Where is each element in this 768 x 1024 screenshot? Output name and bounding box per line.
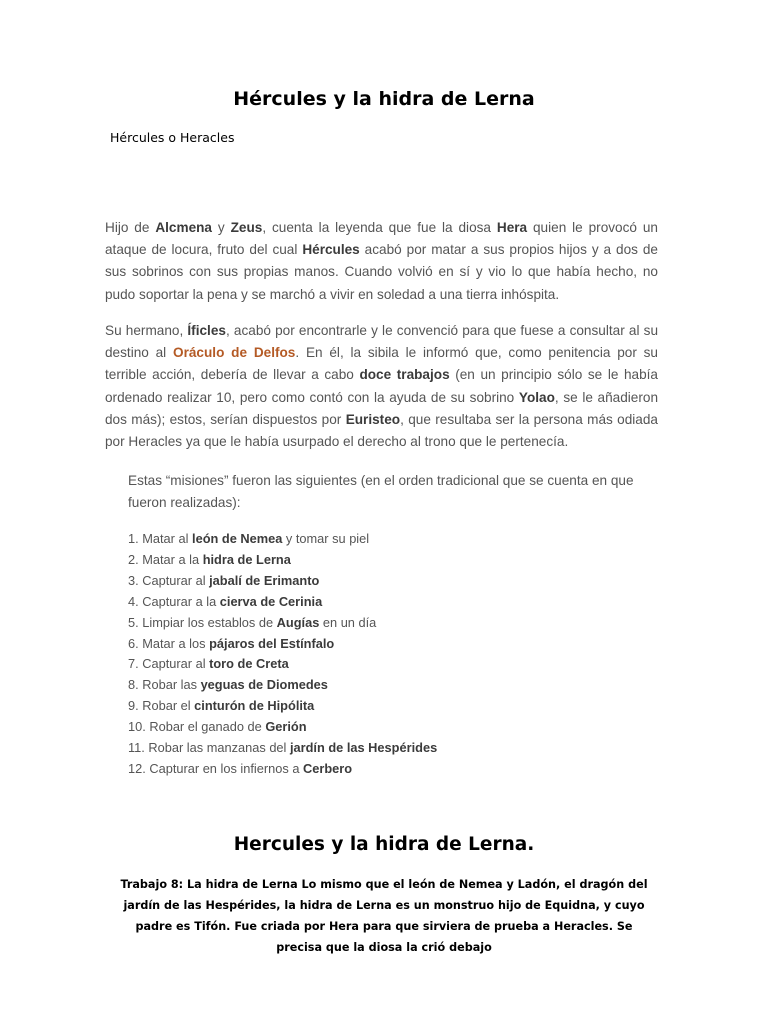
bold-term: león de Nemea bbox=[192, 531, 283, 546]
paragraph-oracle: Su hermano, Íficles, acabó por encontrarle y le convenció para que fuese a consultar al su destino al Oráculo de Delfos. En él, la sibila le informó que, como penitencia por su terrible acción, debería de llevar a cabo doce trabajos (en un principio sólo se le había ordenado realizar 10, pero como contó con la ayuda de su sobrino Yolao, se le añadieron dos más); estos, serían dispuestos por Euristeo, que resultaba ser la persona más odiada por Heracles ya que le había usurpado el derecho al trono que le pertenecía. bbox=[105, 323, 659, 450]
oracle-link[interactable]: Oráculo de Delfos bbox=[173, 345, 296, 361]
labor-item: 9. Robar el cinturón de Hipólita bbox=[128, 698, 315, 714]
bold-term: Augías bbox=[276, 614, 320, 630]
bold-term: cinturón de Hipólita bbox=[194, 698, 315, 714]
bold-term: Íficles bbox=[187, 323, 226, 338]
bold-term: Gerión bbox=[265, 719, 307, 735]
bold-term: pájaros del Estínfalo bbox=[209, 635, 335, 651]
labors-list bbox=[128, 529, 437, 780]
section-title: Hercules y la hidra de Lerna. bbox=[233, 834, 535, 855]
labor-item: 1. Matar al león de Nemea y tomar su piel bbox=[128, 531, 370, 546]
labor-item: 5. Limpiar los establos de Augías en un día bbox=[128, 614, 377, 630]
labor-item: 11. Robar las manzanas del jardín de las Hespérides bbox=[128, 740, 438, 756]
labor-item: 6. Matar a los pájaros del Estínfalo bbox=[128, 635, 335, 651]
bold-term: doce trabajos bbox=[359, 367, 450, 383]
bold-term: Euristeo bbox=[345, 411, 401, 427]
bold-term: Alcmena bbox=[155, 220, 212, 235]
missions-intro: Estas “misiones” fueron las siguientes (en el orden tradicional que se cuenta en que fueron realizadas): bbox=[128, 473, 634, 510]
bold-term: Hércules bbox=[302, 242, 360, 258]
bold-term: jabalí de Erimanto bbox=[209, 572, 320, 588]
bold-term: toro de Creta bbox=[209, 656, 289, 672]
labor-item: 2. Matar a la hidra de Lerna bbox=[128, 551, 291, 567]
subtitle: Hércules o Heracles bbox=[110, 130, 235, 145]
bold-term: yeguas de Diomedes bbox=[200, 677, 328, 693]
bold-term: Hera bbox=[496, 220, 528, 235]
bold-term: hidra de Lerna bbox=[202, 551, 291, 567]
paragraph-origin: Hijo de Alcmena y Zeus, cuenta la leyenda que fue la diosa Hera quien le provocó un ataque de locura, fruto del cual Hércules acabó por matar a sus propios hijos y a dos de sus sobrinos con sus propias manos. Cuando volvió en sí y vio lo que había hecho, no pudo soportar la pena y se marchó a vivir en soledad a una tierra inhóspita. bbox=[105, 220, 658, 302]
labor-item: 3. Capturar al jabalí de Erimanto bbox=[128, 572, 320, 588]
labor-item: 10. Robar el ganado de Gerión bbox=[128, 719, 307, 735]
labor-item: 12. Capturar en los infiernos a Cerbero bbox=[128, 760, 353, 776]
bold-term: Yolao bbox=[518, 389, 555, 405]
labor-item: 8. Robar las yeguas de Diomedes bbox=[128, 677, 328, 693]
bold-term: cierva de Cerinia bbox=[219, 593, 323, 609]
bold-term: Zeus bbox=[230, 220, 263, 235]
labor-item: 7. Capturar al toro de Creta bbox=[128, 656, 289, 672]
labor-8-text: Trabajo 8: La hidra de Lerna Lo mismo que el león de Nemea y Ladón, el dragón del jardín de las Hespérides, la hidra de Lerna es un monstruo hijo de Equidna, y cuyo padre es Tifón. Fue criada por Hera para que sirviera de prueba a Heracles. Se precisa que la diosa la crió debajo bbox=[120, 878, 648, 954]
page-title: Hércules y la hidra de Lerna bbox=[233, 88, 535, 110]
bold-term: Cerbero bbox=[303, 760, 353, 776]
labor-item: 4. Capturar a la cierva de Cerinia bbox=[128, 593, 323, 609]
bold-term: jardín de las Hespérides bbox=[289, 740, 438, 756]
